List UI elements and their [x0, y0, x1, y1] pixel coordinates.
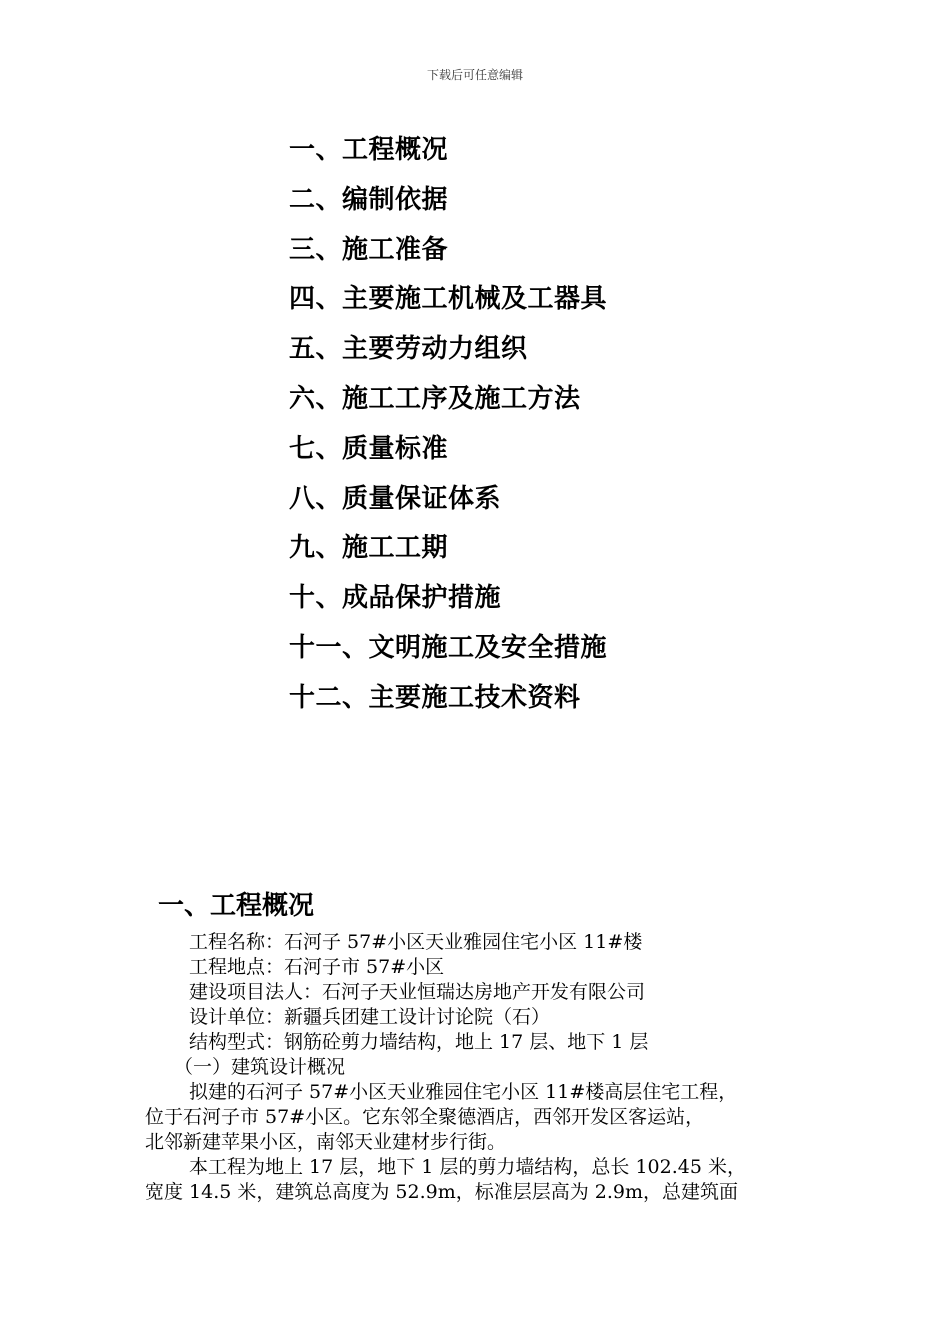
toc-item: 八、质量保证体系: [289, 483, 502, 514]
project-name-line: 工程名称：石河子 57#小区天业雅园住宅小区 11#楼: [189, 931, 643, 953]
toc-item: 二、编制依据: [289, 184, 449, 215]
toc-item: 七、质量标准: [289, 433, 449, 464]
table-of-contents: [289, 128, 607, 726]
toc-item: 五、主要劳动力组织: [289, 334, 528, 365]
toc-item: 四、主要施工机械及工器具: [289, 284, 608, 315]
project-location-line: 工程地点：石河子市 57#小区: [189, 956, 445, 978]
toc-item: 六、施工工序及施工方法: [289, 383, 581, 414]
toc-item: 一、工程概况: [289, 135, 449, 165]
toc-item: 三、施工准备: [289, 234, 449, 265]
toc-item: 十一、文明施工及安全措施: [289, 632, 608, 663]
paragraph-line: 北邻新建苹果小区，南邻天业建材步行街。: [145, 1131, 507, 1153]
paragraph-line: 宽度 14.5 米，建筑总高度为 52.9m，标准层层高为 2.9m，总建筑面: [145, 1181, 739, 1203]
structure-type-line: 结构型式：钢筋砼剪力墙结构，地上 17 层、地下 1 层: [189, 1031, 649, 1053]
toc-item: 十、成品保护措施: [289, 583, 502, 614]
toc-item: 九、施工工期: [289, 533, 449, 564]
paragraph-line: 位于石河子市 57#小区。它东邻全聚德酒店，西邻开发区客运站，: [145, 1106, 705, 1128]
sub-heading: （一）建筑设计概况: [174, 1056, 346, 1078]
design-unit-line: 设计单位：新疆兵团建工设计讨论院（石）: [189, 1006, 551, 1028]
section-title: 一、工程概况: [158, 891, 315, 921]
paragraph-line: 本工程为地上 17 层，地下 1 层的剪力墙结构，总长 102.45 米，: [189, 1156, 746, 1178]
paragraph-line: 拟建的石河子 57#小区天业雅园住宅小区 11#楼高层住宅工程，: [189, 1081, 738, 1103]
toc-item: 十二、主要施工技术资料: [289, 682, 581, 713]
page-header-note: 下载后可任意编辑: [426, 68, 523, 82]
section-body: [145, 930, 825, 1205]
legal-entity-line: 建设项目法人：石河子天业恒瑞达房地产开发有限公司: [189, 981, 646, 1003]
